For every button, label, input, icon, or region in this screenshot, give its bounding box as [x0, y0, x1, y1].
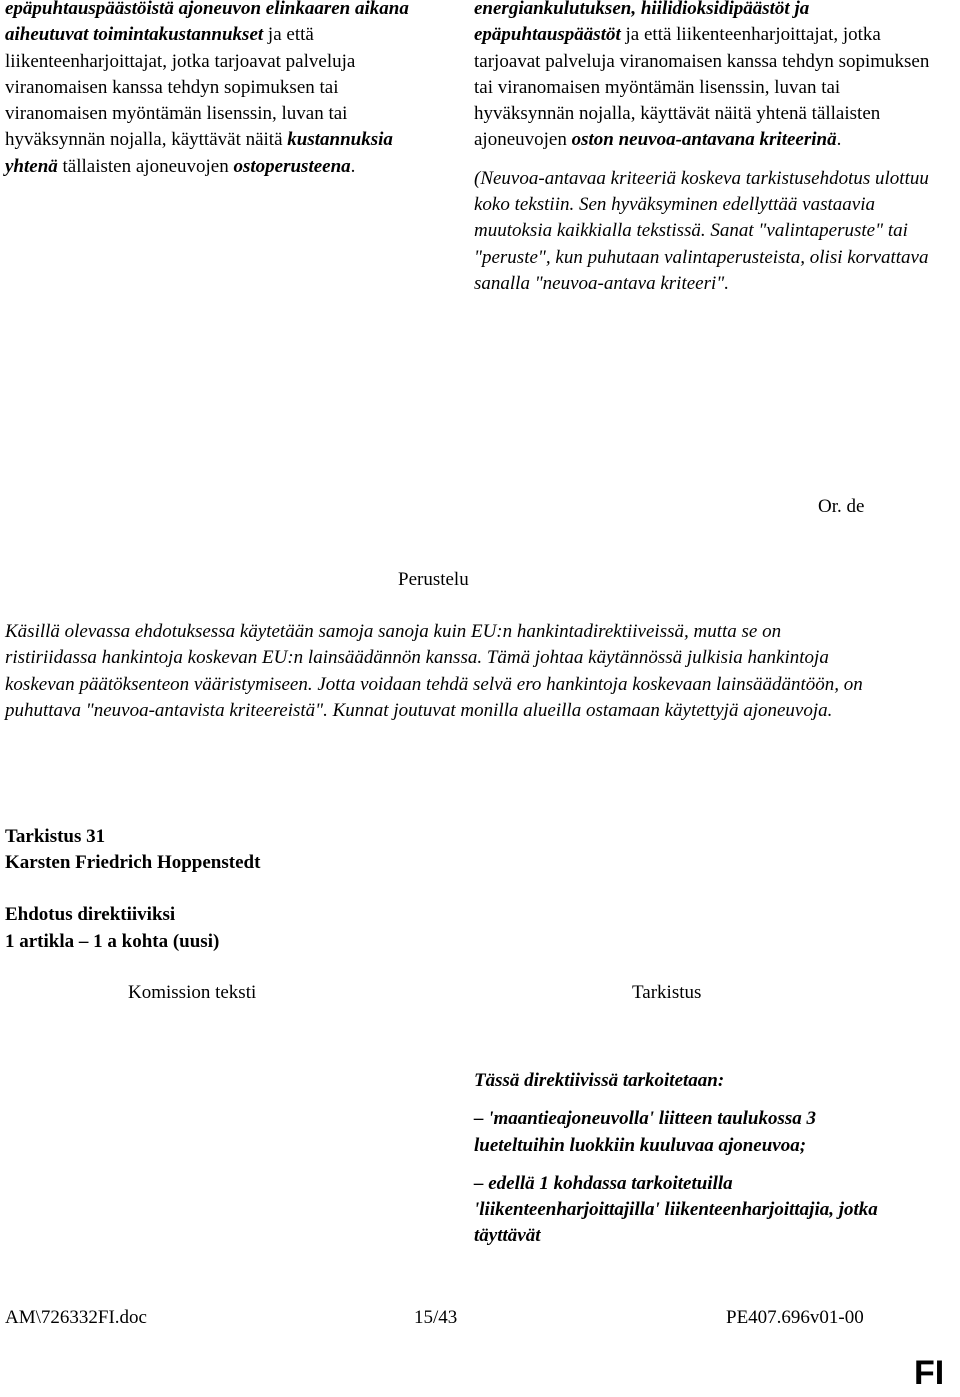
footer-language-code: FI	[914, 1354, 945, 1392]
text-segment-bold-italic: epäpuhtauspäästöistä ajoneuvon elinkaaren aikana aiheutuvat toimintakustannukset	[5, 0, 409, 46]
text-segment-bold-italic: ostoperusteena	[233, 155, 351, 177]
proposal-title: Ehdotus direktiiviksi	[5, 904, 176, 925]
commission-text-header: Komission teksti	[128, 982, 257, 1003]
text-segment: .	[836, 129, 842, 151]
text-segment: tällaisten ajoneuvojen	[57, 155, 234, 177]
footer-doc-reference: AM\726332FI.doc	[5, 1307, 147, 1328]
justification-heading: Perustelu	[398, 569, 469, 590]
amendment-number: Tarkistus 31	[5, 826, 106, 847]
text-segment: ja että liikenteenharjoittajat, jotka tarjoavat palveluja viranomaisen kanssa tehdyn sopimuksen tai viranomaisen myöntämän lisenssin, luvan tai hyväksynnän nojalla, käyttävät näitä yhtenä tällaisten ajoneuvojen	[474, 24, 930, 151]
text-segment-bold-italic: oston neuvoa-antavana kriteerinä	[571, 129, 837, 151]
original-language: Or. de	[818, 496, 865, 517]
amendment-text-column	[474, 0, 944, 297]
justification-body	[5, 619, 875, 724]
amendment-note: (Neuvoa-antavaa kriteeriä koskeva tarkistusehdotus ulottuu koko tekstiin. Sen hyväksyminen edellyttää vastaavia muutoksia kaikkialla tekstissä. Sanat "valintaperuste" tai "peruste", kun puhutaan valintaperusteista, olisi korvattava sanalla "neuvoa-antava kriteeri".	[474, 167, 929, 294]
text-segment: .	[350, 155, 356, 177]
footer-page-number: 15/43	[414, 1307, 458, 1328]
article-reference: 1 artikla – 1 a kohta (uusi)	[5, 931, 220, 952]
commission-text-column	[5, 0, 420, 180]
definition-item-operators: – edellä 1 kohdassa tarkoitetuilla 'liikenteenharjoittajilla' liikenteenharjoittajia, jotka täyttävät	[474, 1172, 878, 1247]
text-segment: ja että liikenteenharjoittajat, jotka tarjoavat palveluja viranomaisen kanssa tehdyn sopimuksen tai viranomaisen myöntämän lisenssin, luvan tai hyväksynnän nojalla, käyttävät näitä	[5, 24, 356, 151]
amendment-31-text-column	[474, 1068, 894, 1250]
definition-item-road-vehicle: – 'maantieajoneuvolla' liitteen taulukossa 3 lueteltuihin luokkiin kuuluvaa ajoneuvoa;	[474, 1108, 817, 1156]
footer-pe-reference: PE407.696v01-00	[726, 1307, 864, 1328]
justification-text: Käsillä olevassa ehdotuksessa käytetään samoja sanoja kuin EU:n hankintadirektiiveissä, mutta se on ristiriidassa hankintoja koskevan EU:n lainsäädännön kanssa. Tämä johtaa käytännössä julkisia hankintoja koskevan päätöksenteon vääristymiseen. Jotta voidaan tehdä selvä ero hankintoja koskevaan lainsäädäntöön, on puhuttava "neuvoa-antavista kriteereistä". Kunnat joutuvat monilla alueilla ostamaan käytettyjä ajoneuvoja.	[5, 621, 863, 721]
commission-text-paragraph	[5, 0, 420, 180]
amendment-text-paragraph	[474, 0, 944, 154]
text-segment-bold-italic: energiankulutuksen, hiilidioksidipäästöt ja epäpuhtauspäästöt	[474, 0, 810, 46]
amendment-author: Karsten Friedrich Hoppenstedt	[5, 852, 261, 873]
amendment-header: Tarkistus	[632, 982, 702, 1003]
text-segment-bold-italic: kustannuksia yhtenä	[5, 129, 393, 177]
definitions-intro: Tässä direktiivissä tarkoitetaan:	[474, 1070, 725, 1091]
